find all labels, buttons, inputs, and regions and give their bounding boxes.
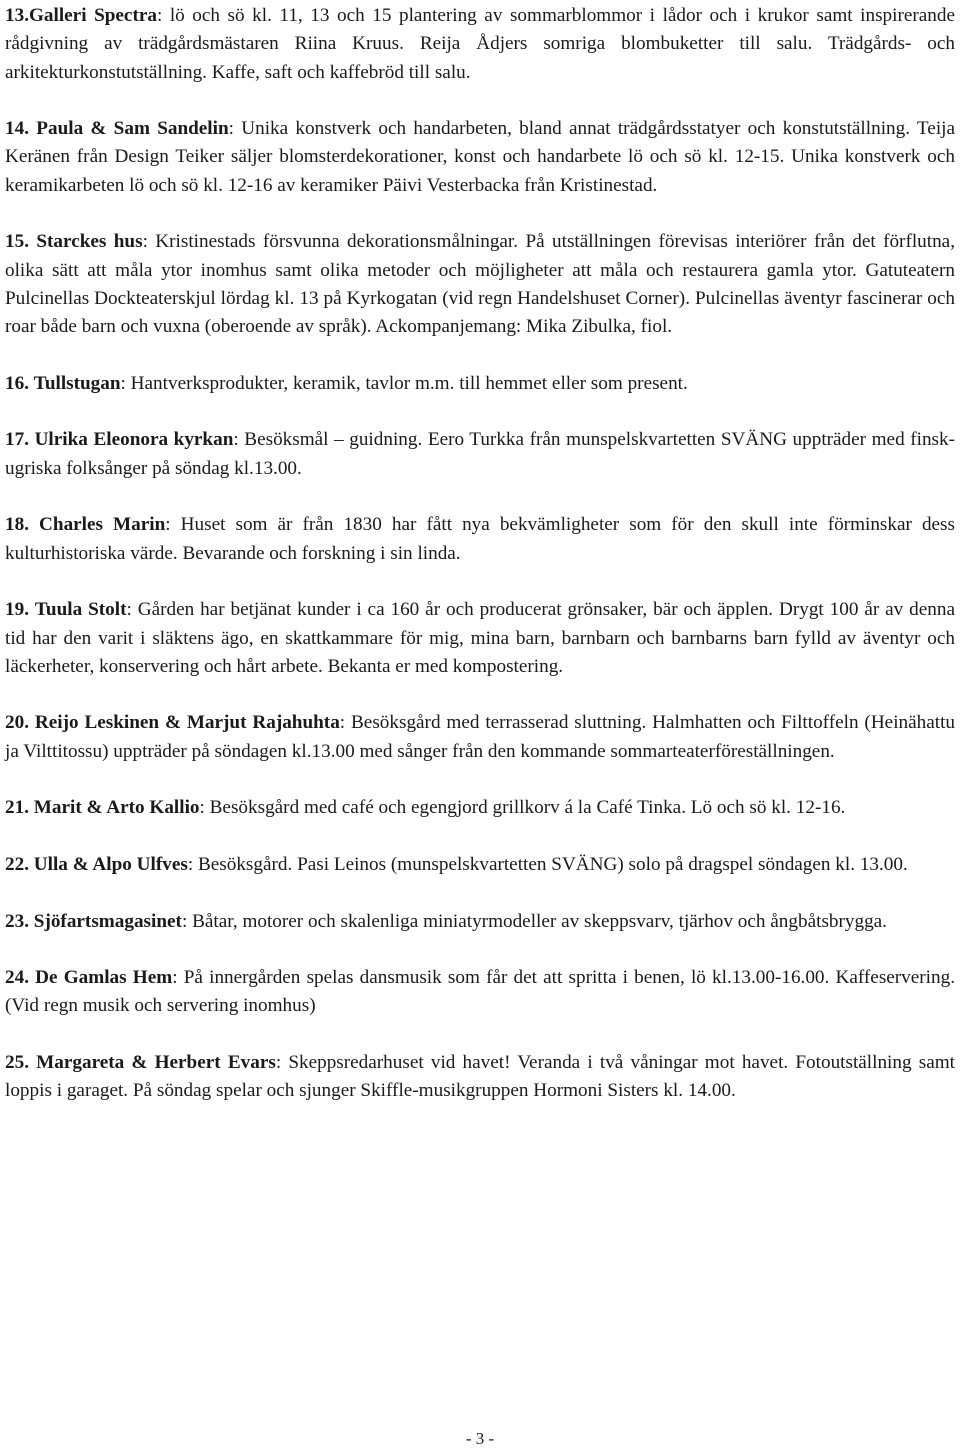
entry-number: 19. [5, 599, 29, 621]
entry-number: 25. [5, 1051, 29, 1073]
entry-text: : Besöksgård med terrasserad sluttning. Halmhatten och Filttoffeln (Heinähattu ja Vilttitossu) uppträder på söndagen kl.13.00 med sånger från den kommande sommarteaterföreställningen. [5, 712, 956, 762]
entry-number: 24. [5, 967, 29, 989]
entry-number: 17. [5, 429, 29, 451]
entry-14 [5, 115, 955, 200]
entry-text: : Båtar, motorer och skalenliga miniatyrmodeller av skeppsvarv, tjärhov och ångbåtsbrygga. [181, 910, 887, 932]
entry-title: Charles Marin [39, 514, 166, 536]
entry-title: De Gamlas Hem [35, 967, 173, 989]
entry-text: : På innergården spelas dansmusik som får det att spritta i benen, lö kl.13.00-16.00. Kaffeservering. (Vid regn musik och servering inomhus) [5, 967, 956, 1017]
entry-title: Galleri Spectra [28, 5, 157, 26]
entry-number: 15. [5, 231, 29, 253]
entry-text: : Besöksmål – guidning. Eero Turkka från munspelskvartetten SVÄNG uppträder med finsk-ugriska folksånger på söndag kl.13.00. [5, 429, 956, 479]
entry-title: Margareta & Herbert Evars [36, 1051, 276, 1073]
entry-number: 20. [5, 712, 29, 734]
entry-title: Starckes hus [36, 231, 143, 253]
entry-number: 18. [5, 514, 29, 536]
entry-text: : Besöksgård med café och egengjord grillkorv á la Café Tinka. Lö och sö kl. 12-16. [199, 797, 846, 819]
entry-number: 23. [5, 910, 29, 932]
entry-text: : Besöksgård. Pasi Leinos (munspelskvartetten SVÄNG) solo på dragspel söndagen kl. 13.00. [187, 853, 908, 875]
entry-18 [5, 511, 955, 568]
entry-number: 14. [5, 118, 29, 140]
entry-13 [5, 2, 955, 87]
entry-title: Tuula Stolt [34, 599, 127, 621]
document-page [5, 2, 955, 1134]
entry-title: Marit & Arto Kallio [33, 797, 200, 819]
entry-title: Ulrika Eleonora kyrkan [34, 429, 234, 451]
entry-16 [5, 370, 955, 398]
entry-23 [5, 908, 955, 936]
entry-text: : Huset som är från 1830 har fått nya bekvämligheter som för den skull inte förminskar dess kulturhistoriska värde. Bevarande och forskning i sin linda. [5, 514, 955, 564]
entry-text: : Kristinestads försvunna dekorationsmålningar. På utställningen förevisas interiörer från det förflutna, olika sätt att måla ytor inomhus samt olika metoder och möjligheter att måla och restaurera gamla ytor. Gatuteatern Pulcinellas Dockteaterskjul lördag kl. 13 på Kyrkogatan (vid regn Handelshuset Corner). Pulcinellas äventyr fascinerar och roar både barn och vuxna (oberoende av språk). Ackompanjemang: Mika Zibulka, fiol. [5, 231, 955, 338]
entry-number: 22. [5, 853, 29, 875]
entry-text: : Unika konstverk och handarbeten, bland annat trädgårdsstatyer och konstutställning. Teija Keränen från Design Teiker säljer blomsterdekorationer, konst och handarbete lö och sö kl. 12-15. Unika konstverk och keramikarbeten lö och sö kl. 12-16 av keramiker Päivi Vesterbacka från Kristinestad. [5, 118, 955, 196]
entry-text: : lö och sö kl. 11, 13 och 15 plantering av sommarblommor i lådor och i krukor samt inspirerande rådgivning av trädgårdsmästaren Riina Kruus. Reija Ådjers somriga blombuketter till salu. Trädgårds- och arkitekturkonstutställning. Kaffe, saft och kaffebröd till salu. [5, 5, 955, 83]
page-number: - 3 - [465, 1429, 495, 1448]
entry-19 [5, 596, 955, 681]
entry-title: Reijo Leskinen & Marjut Rajahuhta [34, 712, 340, 734]
entry-title: Sjöfartsmagasinet [33, 910, 182, 932]
entry-number: 21. [5, 797, 29, 819]
entry-21 [5, 794, 955, 822]
entry-25 [5, 1049, 955, 1106]
entry-number: 13. [5, 5, 29, 26]
entry-text: : Skeppsredarhuset vid havet! Veranda i två våningar mot havet. Fotoutställning samt loppis i garaget. På söndag spelar och sjunger Skiffle-musikgruppen Hormoni Sisters kl. 14.00. [5, 1051, 955, 1102]
entry-15 [5, 228, 955, 341]
entry-17 [5, 426, 955, 483]
entry-22 [5, 851, 955, 879]
entry-title: Paula & Sam Sandelin [36, 118, 229, 140]
entry-text: : Hantverksprodukter, keramik, tavlor m.m. till hemmet eller som present. [120, 372, 688, 394]
entry-20 [5, 709, 955, 766]
entry-title: Ulla & Alpo Ulfves [33, 853, 188, 875]
entry-text: : Gården har betjänat kunder i ca 160 år och producerat grönsaker, bär och äpplen. Drygt 100 år av denna tid har den varit i släktens ägo, en skattkammare för mig, mina barn, barnbarn och barnbarns barn fylld av äventyr och läckerheter, konservering och hårt arbete. Bekanta er med kompostering. [5, 599, 955, 677]
entry-title: Tullstugan [33, 372, 121, 394]
entry-number: 16. [5, 372, 29, 394]
entry-24 [5, 964, 955, 1021]
